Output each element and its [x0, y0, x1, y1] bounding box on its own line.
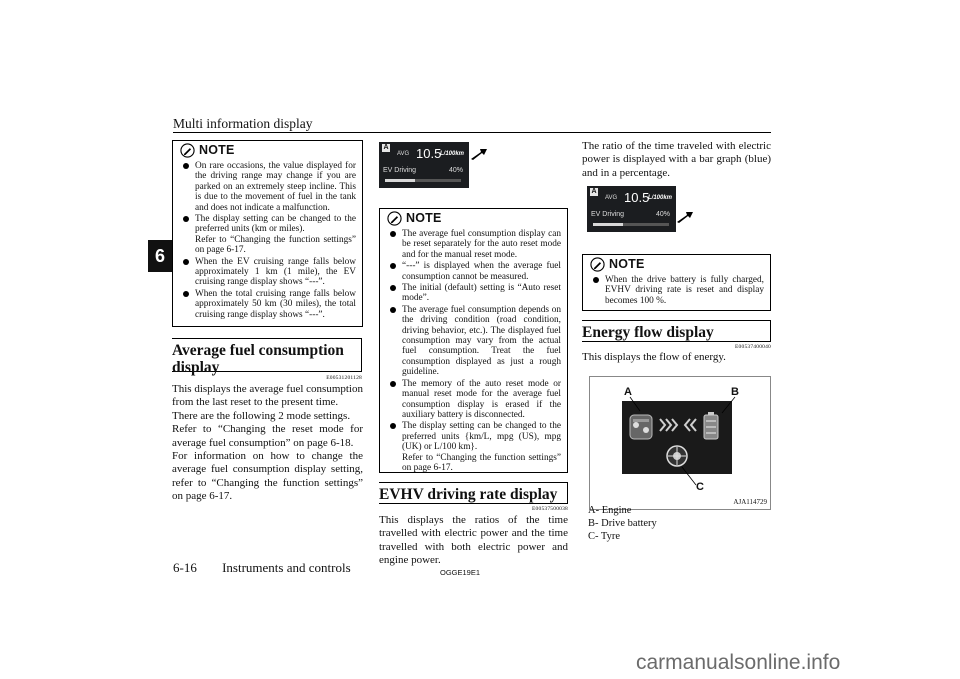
- ev-bar-fill: [593, 223, 623, 226]
- ev-driving-label: EV Driving: [383, 167, 417, 174]
- note-header: [173, 141, 362, 159]
- callout-label-a: A: [624, 386, 632, 398]
- mode-indicator: A: [591, 188, 597, 195]
- section-code: E00531201128: [326, 375, 362, 381]
- note-item: The memory of the auto reset mode or manual reset mode for the average fuel consumption display is erased if the auxiliary battery is disconnected.: [389, 379, 561, 421]
- note-label: NOTE: [609, 257, 645, 271]
- ev-driving-label: EV Driving: [591, 211, 625, 218]
- callout-lines: [590, 377, 772, 511]
- legend-item-tyre: C- Tyre: [588, 531, 621, 542]
- avg-unit: L/100km: [440, 151, 465, 157]
- note-item: When the drive battery is fully charged, EVHV driving rate is reset and display becomes 100 %.: [592, 275, 764, 306]
- note-item: The display setting can be changed to the preferred units {km/L, mpg (US), mpg (UK) or L/100 km}. Refer to “Changing the function settings” on page 6-17.: [389, 421, 561, 473]
- chapter-name: Instruments and controls: [222, 560, 351, 575]
- pencil-note-icon: [387, 211, 402, 226]
- section-title: Average fuel consumption display: [172, 342, 344, 376]
- evhv-display-screen: [587, 186, 676, 232]
- footer-page-chapter: [173, 560, 351, 576]
- callout-label-b: B: [731, 386, 739, 398]
- paragraph: This displays the average fuel consumption from the last reset to the present time.: [172, 383, 363, 409]
- callout-arrow-icon: [676, 210, 694, 224]
- avg-label: AVG: [605, 195, 618, 201]
- note-list: [380, 229, 567, 473]
- note-box-2: [379, 208, 568, 473]
- callout-arrow-icon: [470, 147, 488, 161]
- document-code: OGGE19E1: [440, 568, 481, 577]
- section-code: E00537400040: [734, 344, 771, 350]
- pencil-note-icon: [590, 257, 605, 272]
- page-header-title: Multi information display: [173, 116, 313, 131]
- avg-value: 10.5: [416, 146, 442, 161]
- section-title: Energy flow display: [582, 324, 714, 341]
- ev-percent: 40%: [656, 211, 671, 218]
- ev-percent: 40%: [449, 167, 464, 174]
- section-heading-energy-flow: [582, 320, 771, 342]
- note-box-1: [172, 140, 363, 327]
- legend-item-engine: A- Engine: [588, 505, 632, 516]
- header-rule: [173, 132, 771, 133]
- note-header: [380, 209, 567, 227]
- note-item: When the EV cruising range falls below approximately 1 km (1 mile), the EV cruising range display shows “---”.: [182, 257, 356, 288]
- note-list: [583, 275, 770, 306]
- section-heading-avg-fuel: [172, 338, 362, 376]
- watermark: carmanualsonline.info: [636, 651, 841, 674]
- section-title: EVHV driving rate display: [379, 486, 558, 503]
- paragraph: There are the following 2 mode settings.: [172, 409, 351, 422]
- avg-value: 10.5: [624, 190, 650, 205]
- evhv-body: This displays the ratios of the time travelled with electric power and the time travelled with both electric power and engine power.: [379, 514, 568, 567]
- figure-id: AJA114729: [733, 498, 767, 506]
- section-code: E00537500038: [531, 506, 568, 512]
- note-item: The display setting can be changed to the preferred units (km or miles). Refer to “Changing the function settings” on page 6-17.: [182, 214, 356, 256]
- energy-flow-figure: [589, 376, 771, 510]
- paragraph: Refer to “Changing the reset mode for average fuel consumption” on page 6-18.: [172, 423, 363, 449]
- ratio-paragraph: The ratio of the time traveled with electric power is displayed with a bar graph (blue) and in a percentage.: [582, 140, 771, 179]
- legend-item-drive-battery: B- Drive battery: [588, 518, 657, 529]
- section-heading-evhv: [379, 482, 568, 504]
- energy-flow-body: This displays the flow of energy.: [582, 351, 726, 363]
- note-label: NOTE: [199, 143, 235, 157]
- note-item: The average fuel consumption depends on the driving condition (road condition, driving behavior, etc.). The displayed fuel consumption may vary from the actual fuel consumption. Treat the fuel consumption displayed as just a rough guideline.: [389, 305, 561, 378]
- mode-indicator: A: [383, 144, 389, 151]
- note-item: “---” is displayed when the average fuel consumption cannot be measured.: [389, 261, 561, 282]
- note-list: [173, 161, 362, 320]
- note-item: The average fuel consumption display can be reset separately for the auto reset mode and for the manual reset mode.: [389, 229, 561, 260]
- chapter-tab: 6: [148, 240, 172, 272]
- figure-legend: [588, 504, 657, 543]
- avg-fuel-body: [172, 383, 363, 504]
- page-number: 6-16: [173, 560, 197, 575]
- note-header: [583, 255, 770, 273]
- note-label: NOTE: [406, 211, 442, 225]
- note-item: On rare occasions, the value displayed for the driving range may change if you are parked on an extremely steep incline. This is due to the movement of fuel in the tank and does not indicate a malfunction.: [182, 161, 356, 213]
- paragraph: For information on how to change the average fuel consumption display setting, refer to “Changing the function settings” on page 6-17.: [172, 450, 363, 503]
- note-item: The initial (default) setting is “Auto reset mode”.: [389, 283, 561, 304]
- ev-bar-track: [385, 179, 461, 182]
- avg-unit: L/100km: [648, 195, 673, 201]
- ev-bar-fill: [385, 179, 415, 182]
- ev-bar-track: [593, 223, 669, 226]
- callout-label-c: C: [696, 481, 704, 493]
- avg-fuel-display-screen: [379, 142, 469, 188]
- pencil-note-icon: [180, 143, 195, 158]
- avg-label: AVG: [397, 151, 410, 157]
- note-box-3: [582, 254, 771, 311]
- note-item: When the total cruising range falls below approximately 50 km (30 miles), the total cruising range display shows “---”.: [182, 289, 356, 320]
